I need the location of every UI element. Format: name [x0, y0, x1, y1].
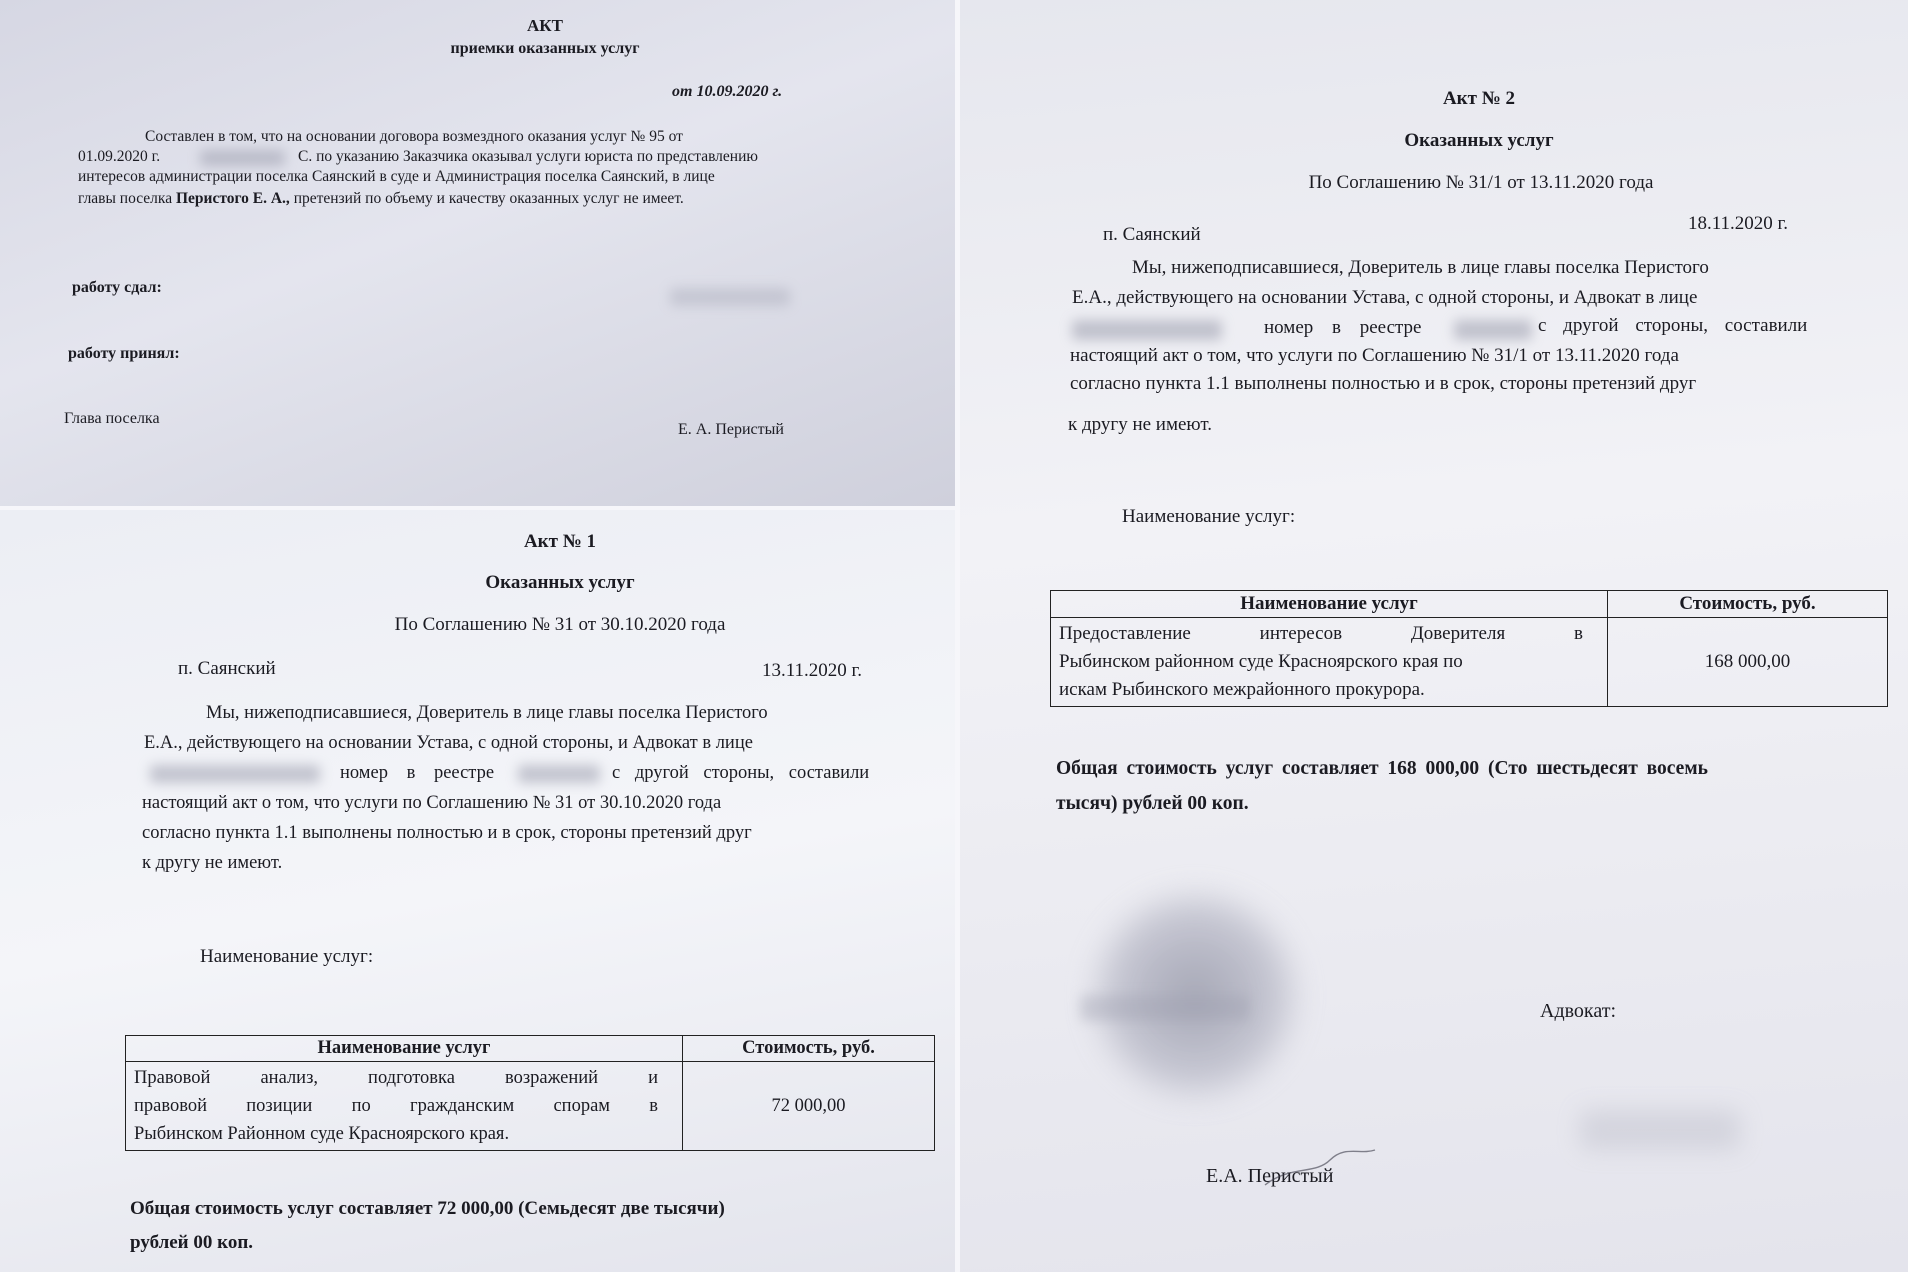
table-cell-service: [126, 1062, 683, 1151]
doc1-title: АКТ: [527, 16, 563, 35]
table-header-name: Наименование услуг: [1051, 591, 1608, 618]
doc1-subtitle: приемки оказанных услуг: [450, 40, 640, 57]
doc2-agreement: По Соглашению № 31 от 30.10.2020 года: [394, 614, 726, 635]
doc1-para-line2-start: 01.09.2020 г.: [78, 148, 161, 165]
doc1-para-line2: С. по указанию Заказчика оказывал услуги юриста по представлению: [298, 148, 758, 165]
doc2-subtitle: Оказанных услуг: [485, 572, 635, 593]
doc3-total-line2: тысяч) рублей 00 коп.: [1056, 793, 1249, 814]
table-header-cost: Стоимость, руб.: [683, 1036, 935, 1062]
service-line: правовой позиции по гражданским спорам в: [134, 1096, 658, 1116]
doc3-para-line2: Е.А., действующего на основании Устава, с одной стороны, и Адвокат в лице: [1072, 287, 1698, 308]
table-row: [126, 1062, 935, 1151]
doc3-para-registry: номер в реестре: [1264, 317, 1422, 338]
doc3-para-line5: согласно пункта 1.1 выполнены полностью и в срок, стороны претензий друг: [1070, 373, 1697, 394]
doc3-title: Акт № 2: [1442, 88, 1516, 109]
doc3-services-label: Наименование услуг:: [1122, 506, 1296, 527]
doc2-total-line2: рублей 00 коп.: [130, 1232, 254, 1253]
doc2-para-line1: Мы, нижеподписавшиеся, Доверитель в лице главы поселка Перистого: [206, 703, 768, 723]
panel-divider-horizontal: [0, 506, 955, 510]
doc1-para-line4-rest: претензий по объему и качеству оказанных услуг не имеет.: [293, 190, 684, 207]
doc2-place: п. Саянский: [178, 658, 276, 679]
doc3-total-line1: Общая стоимость услуг составляет 168 000,00 (Сто шестьдесят восемь: [1056, 758, 1708, 779]
table-cell-cost: 168 000,00: [1608, 618, 1888, 707]
table-cell-service: [1051, 618, 1608, 707]
redacted-lawyer-name: [150, 765, 320, 783]
doc3-para-line3-rest: с другой стороны, составили: [1538, 315, 1808, 336]
doc2-total-line1: Общая стоимость услуг составляет 72 000,00 (Семьдесят две тысячи): [130, 1198, 725, 1219]
doc1-head-name: Е. А. Перистый: [678, 421, 784, 438]
doc3-agreement: По Соглашению № 31/1 от 13.11.2020 года: [1308, 172, 1654, 193]
table-header-cost: Стоимость, руб.: [1608, 591, 1888, 618]
table-header-name: Наименование услуг: [126, 1036, 683, 1062]
doc2-para-line3-rest: с другой стороны, составили: [612, 763, 870, 783]
redacted-registry-number: [518, 765, 600, 783]
doc3-subtitle: Оказанных услуг: [1404, 130, 1554, 151]
table-cell-cost: 72 000,00: [683, 1062, 935, 1151]
service-line: Рыбинском районном суде Красноярского края по: [1059, 651, 1463, 672]
doc1-date: от 10.09.2020 г.: [672, 83, 783, 100]
doc1-head-title: Глава поселка: [64, 410, 160, 427]
service-line: Рыбинском Районном суде Красноярского края.: [134, 1124, 510, 1144]
doc2-para-registry: номер в реестре: [340, 763, 495, 783]
doc2-services-table: [125, 1035, 935, 1151]
doc1-work-handed: работу сдал:: [72, 279, 162, 296]
doc1-para-line4-start: главы поселка: [78, 190, 173, 207]
service-line: Правовой анализ, подготовка возражений и: [134, 1068, 658, 1088]
doc3-services-table: [1050, 590, 1888, 707]
doc3-lawyer-label: Адвокат:: [1540, 1000, 1616, 1022]
doc2-para-line2: Е.А., действующего на основании Устава, с одной стороны, и Адвокат в лице: [144, 733, 753, 753]
panel-divider-vertical: [955, 0, 960, 1272]
redacted-signature: [670, 288, 790, 306]
service-line: Предоставление интересов Доверителя в: [1059, 623, 1583, 644]
doc2-para-line5: согласно пункта 1.1 выполнены полностью и в срок, стороны претензий друг: [142, 823, 752, 843]
redacted-lawyer-name: [1072, 320, 1222, 340]
table-row: [1051, 618, 1888, 707]
redacted-name: [200, 150, 285, 166]
redacted-registry-number: [1454, 320, 1532, 340]
doc1-head-name-bold: Перистого Е. А.,: [175, 190, 290, 207]
doc3-date: 18.11.2020 г.: [1688, 213, 1788, 234]
doc1-para-line1: Составлен в том, что на основании договора возмездного оказания услуг № 95 от: [145, 128, 683, 145]
table-header-row: [126, 1036, 935, 1062]
doc1-para-line3: интересов администрации поселка Саянский в суде и Администрация поселка Саянский, в лице: [78, 168, 715, 185]
doc1-para-line4: [78, 190, 684, 208]
document-act-2: [960, 0, 1908, 1272]
blurred-signature: [1580, 1110, 1740, 1150]
doc1-work-accepted: работу принял:: [68, 345, 180, 362]
doc2-para-line4: настоящий акт о том, что услуги по Соглашению № 31 от 30.10.2020 года: [142, 793, 722, 813]
doc3-para-line1: Мы, нижеподписавшиеся, Доверитель в лице главы поселка Перистого: [1132, 257, 1709, 278]
document-act-1: [0, 510, 955, 1272]
table-header-row: [1051, 591, 1888, 618]
redacted-signature: [1080, 995, 1250, 1021]
doc2-para-line6: к другу не имеют.: [142, 853, 283, 873]
document-act-acceptance: [0, 0, 955, 506]
doc2-title: Акт № 1: [523, 531, 597, 552]
service-line: искам Рыбинского межрайонного прокурора.: [1059, 679, 1425, 700]
doc3-para-line6: к другу не имеют.: [1068, 414, 1212, 435]
doc3-para-line4: настоящий акт о том, что услуги по Соглашению № 31/1 от 13.11.2020 года: [1070, 345, 1679, 366]
doc3-place: п. Саянский: [1103, 224, 1201, 245]
doc2-services-label: Наименование услуг:: [200, 946, 374, 967]
doc3-signer: Е.А. Перистый: [1206, 1165, 1334, 1187]
signature-stroke: [1260, 1145, 1380, 1195]
doc2-date: 13.11.2020 г.: [762, 660, 862, 681]
